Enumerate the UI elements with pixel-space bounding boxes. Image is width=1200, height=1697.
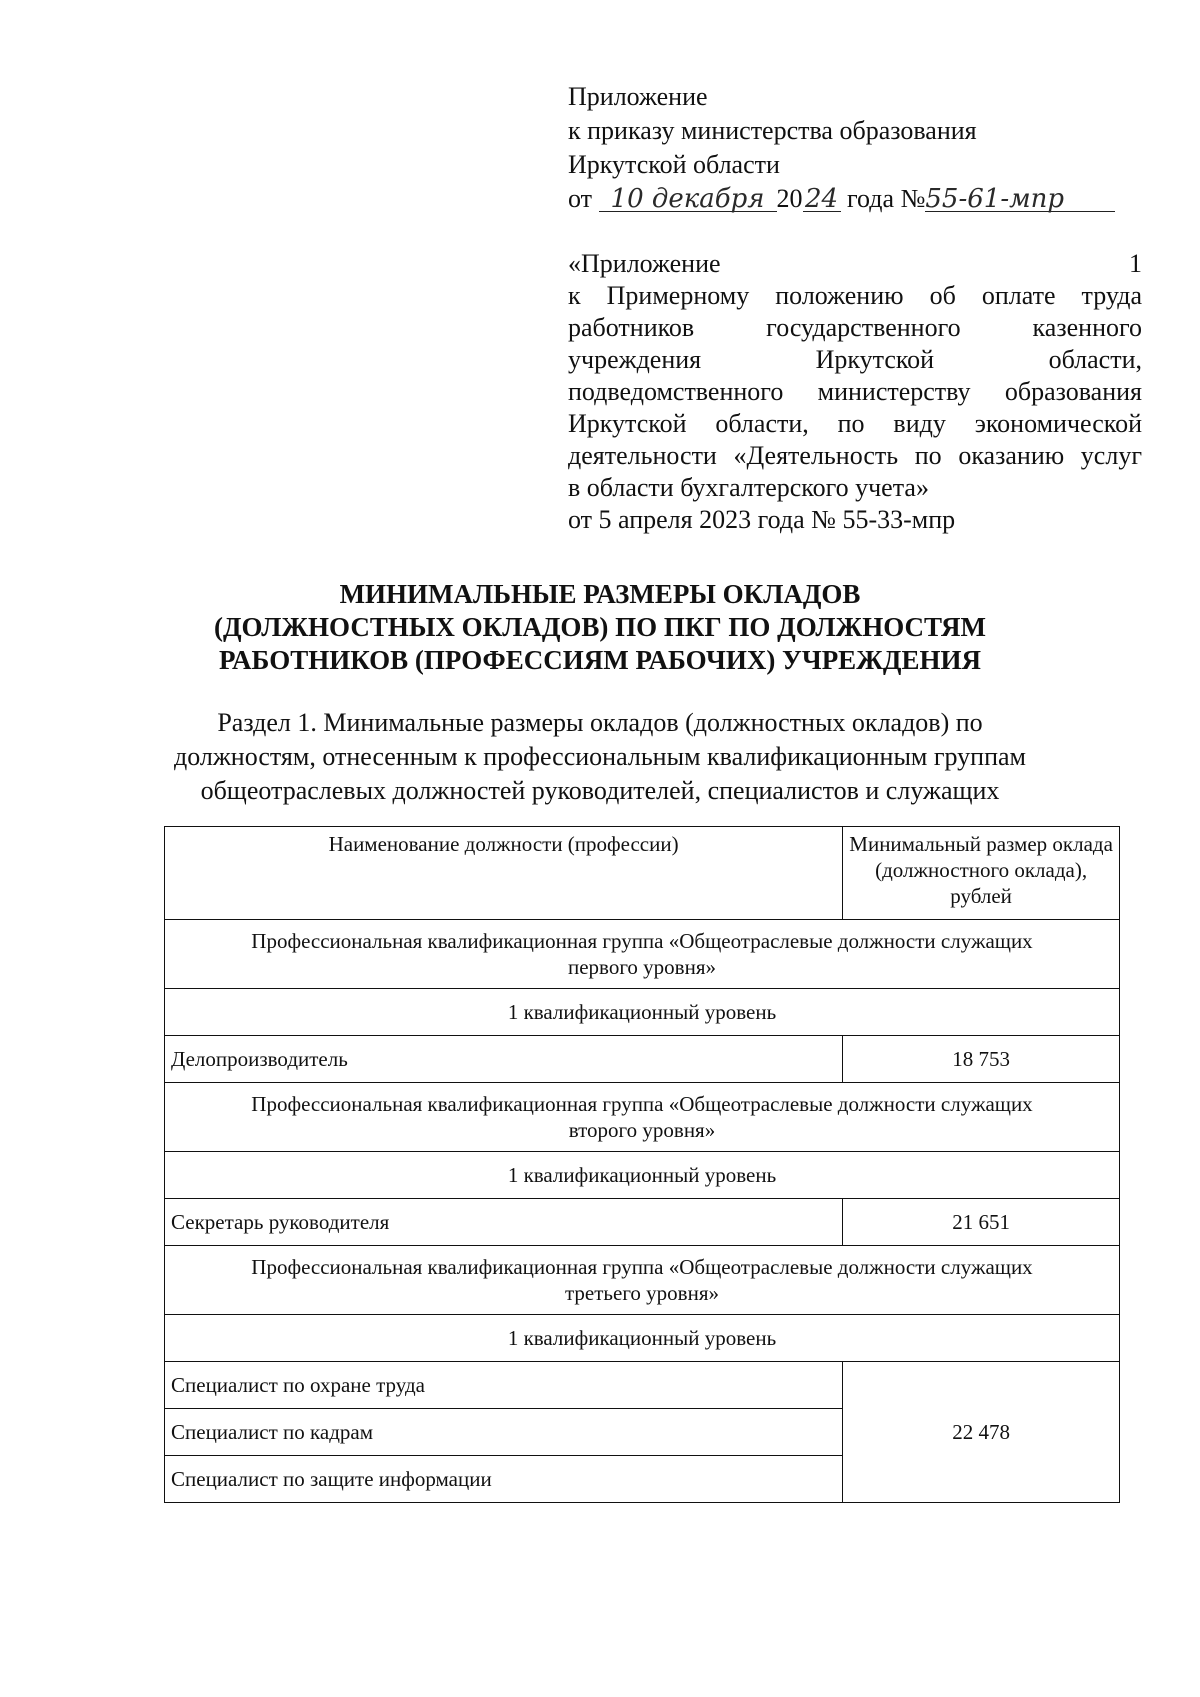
appendix-ref-line: подведомственного министерству образования — [568, 377, 1142, 406]
group-row — [165, 1083, 1120, 1152]
document-title — [150, 578, 1050, 677]
level-title: 1 квалификационный уровень — [165, 1152, 1120, 1199]
position-name: Секретарь руководителя — [165, 1199, 843, 1246]
position-name: Делопроизводитель — [165, 1036, 843, 1083]
level-title: 1 квалификационный уровень — [165, 989, 1120, 1036]
year-prefix: 20 — [776, 184, 803, 213]
appendix-ref-line: от 5 апреля 2023 года № 55-33-мпр — [568, 505, 956, 534]
column-header-salary: Минимальный размер оклада (должностного оклада), рублей — [843, 827, 1120, 920]
date-prefix: от — [568, 184, 593, 213]
salary-value: 21 651 — [843, 1199, 1120, 1246]
appendix-line-2: к приказу министерства образования — [568, 116, 977, 145]
level-title: 1 квалификационный уровень — [165, 1315, 1120, 1362]
column-header-position: Наименование должности (профессии) — [165, 827, 843, 920]
position-name: Специалист по кадрам — [165, 1409, 843, 1456]
handwritten-number: 55-61-мпр — [925, 187, 1115, 212]
title-line-1: МИНИМАЛЬНЫЕ РАЗМЕРЫ ОКЛАДОВ — [339, 579, 861, 609]
table-row — [165, 1199, 1120, 1246]
appendix-line-1: Приложение — [568, 82, 708, 111]
salary-table — [164, 826, 1120, 1503]
title-line-3: РАБОТНИКОВ (ПРОФЕССИЯМ РАБОЧИХ) УЧРЕЖДЕНИЯ — [219, 645, 981, 675]
level-row — [165, 989, 1120, 1036]
position-name: Специалист по защите информации — [165, 1456, 843, 1503]
year-suffix: года № — [847, 184, 926, 213]
appendix-ref-line: «Приложение 1 — [568, 249, 1142, 278]
appendix-ref-line: учреждения Иркутской области, — [568, 345, 1142, 374]
appendix-line-3: Иркутской области — [568, 150, 780, 179]
appendix-ref-line: в области бухгалтерского учета» — [568, 473, 929, 502]
salary-value: 22 478 — [843, 1362, 1120, 1503]
handwritten-year: 24 — [803, 187, 841, 212]
group-title: Профессиональная квалификационная группа «Общеотраслевые должности служащих первого уровня» — [165, 920, 1120, 989]
handwritten-date: 10 декабря — [599, 187, 777, 212]
section-line-3: общеотраслевых должностей руководителей, специалистов и служащих — [200, 776, 1000, 805]
table-header-row — [165, 827, 1120, 920]
group-row — [165, 1246, 1120, 1315]
level-row — [165, 1315, 1120, 1362]
section-heading — [150, 706, 1050, 808]
title-line-2: (ДОЛЖНОСТНЫХ ОКЛАДОВ) ПО ПКГ ПО ДОЛЖНОСТЯМ — [213, 612, 987, 642]
section-line-2: должностям, отнесенным к профессиональным квалификационным группам — [173, 742, 1027, 771]
group-row — [165, 920, 1120, 989]
group-title: Профессиональная квалификационная группа «Общеотраслевые должности служащих третьего уровня» — [165, 1246, 1120, 1315]
appendix-reference — [568, 248, 1142, 536]
appendix-header — [568, 80, 1128, 216]
salary-value: 18 753 — [843, 1036, 1120, 1083]
table-row — [165, 1036, 1120, 1083]
appendix-ref-line: к Примерному положению об оплате труда — [568, 281, 1142, 310]
appendix-date-line — [568, 182, 1128, 216]
level-row — [165, 1152, 1120, 1199]
appendix-ref-line: деятельности «Деятельность по оказанию услуг — [568, 441, 1142, 470]
position-name: Специалист по охране труда — [165, 1362, 843, 1409]
group-title: Профессиональная квалификационная группа «Общеотраслевые должности служащих второго уровня» — [165, 1083, 1120, 1152]
appendix-ref-line: работников государственного казенного — [568, 313, 1142, 342]
appendix-ref-line: Иркутской области, по виду экономической — [568, 409, 1142, 438]
section-line-1: Раздел 1. Минимальные размеры окладов (должностных окладов) по — [217, 708, 983, 737]
table-row — [165, 1362, 1120, 1409]
